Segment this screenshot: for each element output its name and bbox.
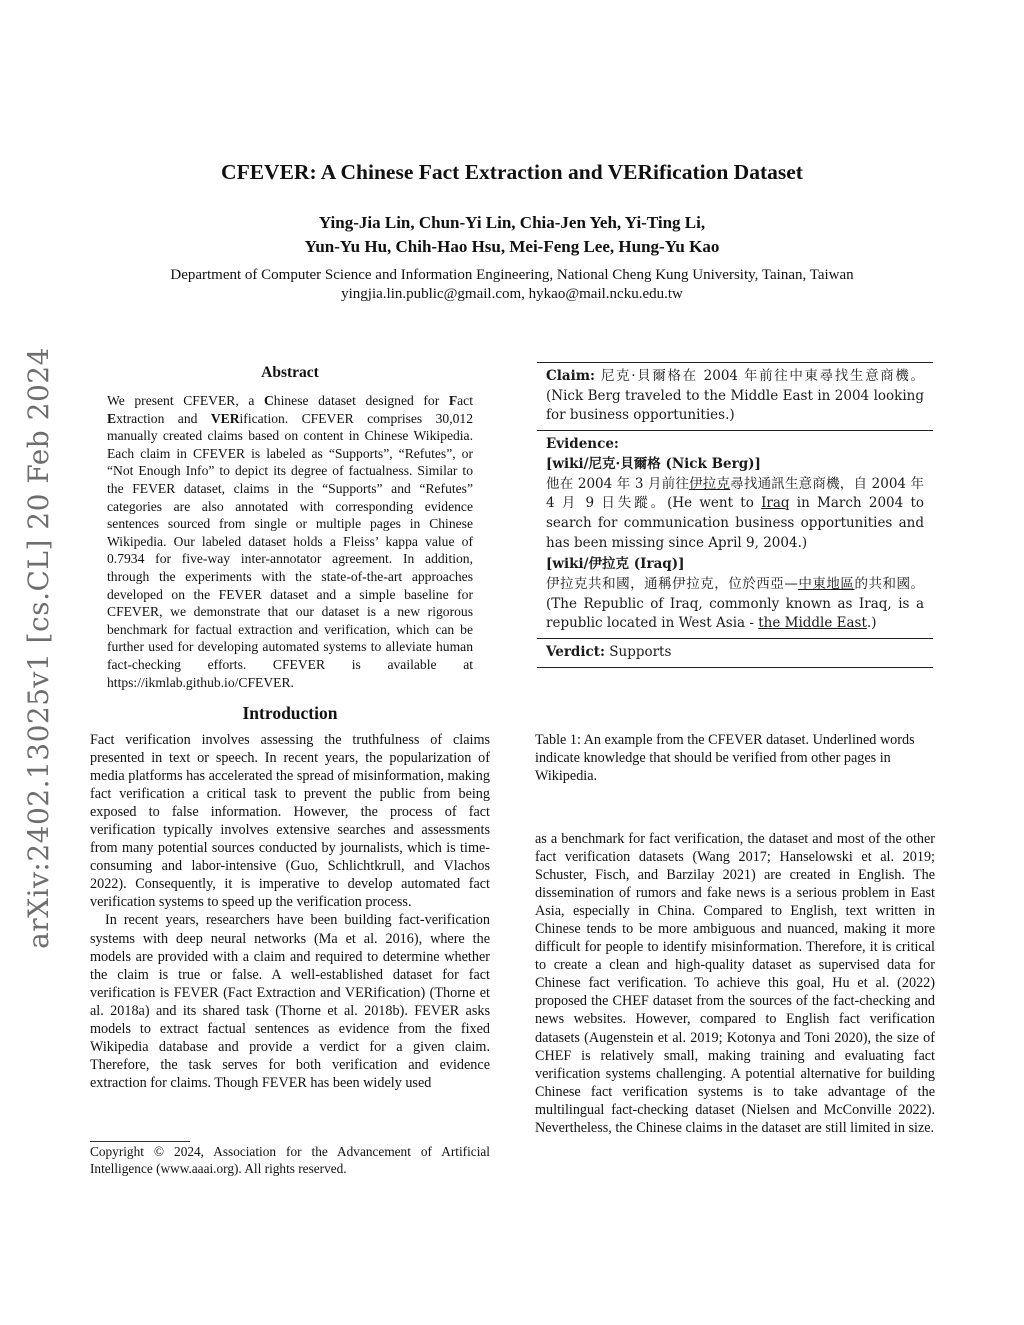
abstract-text-part: hinese dataset designed for	[273, 393, 449, 408]
underlined-entity: Iraq	[761, 495, 790, 512]
right-column-body	[535, 830, 935, 1137]
table-evidence-row	[537, 431, 933, 638]
abstract-text-part: ification. CFEVER comprises 30,012 manually created claims based on content in Chinese Wikipedia. Each claim in CFEVER is labeled as “Supports”, “Refutes”, or “Not Enough Info” to depict its degree of factualness. Similar to the FEVER dataset, claims in the “Supports” and “Refutes” categories are also annotated with corresponding evidence sentences sourced from single or multiple pages in Chinese Wikipedia. Our labeled dataset holds a Fleiss’ kappa value of 0.7934 for five-way inter-annotator agreement. In addition, through the experiments with the state-of-the-art approaches developed on the FEVER dataset and a simple baseline for CFEVER, we demonstrate that our dataset is a new rigorous benchmark for factual extraction and verification, which can be further used for developing automated systems to alleviate human fact-checking efforts. CFEVER is available at https://ikmlab.github.io/CFEVER.	[107, 410, 473, 690]
introduction-paragraph-1: Fact verification involves assessing the truthfulness of claims presented in text or speech. In recent years, the popularization of media platforms has accelerated the spread of misinformation, making fact verification a critical task to prevent the public from being exposed to false information. However, the process of fact verification typically involves extensive searches and assessments from many potential sources conducted by journalists, which is time-consuming and labor-intensive (Guo, Schlichtkrull, and Vlachos 2022). Consequently, it is imperative to develop automated fact verification systems to speed up the verification process.	[90, 732, 490, 911]
author-list-line-1: Ying-Jia Lin, Chun-Yi Lin, Chia-Jen Yeh, Yi-Ting Li,	[318, 213, 706, 232]
evidence-sentence-2	[546, 575, 924, 634]
table-caption: Table 1: An example from the CFEVER dataset. Underlined words indicate knowledge that should be verified from other pages in Wikipedia.	[535, 732, 915, 784]
claim-label: Claim:	[546, 368, 596, 384]
evidence-sentence-1	[546, 475, 924, 554]
contact-emails: yingjia.lin.public@gmail.com, hykao@mail.ncku.edu.tw	[341, 286, 683, 302]
evidence-text: in March 2004 to search for communication business opportunities and has been missing since April 9, 2004.)	[546, 495, 925, 551]
evidence-text: 的共和國。(The Republic of Iraq, commonly known as Iraq, is a republic located in West Asia -	[546, 576, 925, 632]
verdict-label: Verdict:	[546, 644, 605, 661]
author-list-line-2: Yun-Yu Hu, Chih-Hao Hsu, Mei-Feng Lee, Hung-Yu Kao	[304, 237, 720, 256]
evidence-text: 伊拉克共和國，通稱伊拉克，位於西亞—	[546, 576, 798, 593]
acronym-letter: F	[448, 393, 458, 408]
right-column-paragraph: as a benchmark for fact verification, the dataset and most of the other fact verification datasets (Wang 2017; Hanselowski et al. 2019; Schuster, Fisch, and Barzilay 2021) are created in English. The dissemination of rumors and fake news is a serious problem in East Asia, especially in China. Compared to English, text written in Chinese tends to be more ambiguous and nuanced, making it more difficult for people to identify misinformation. Therefore, it is critical to create a clean and high-quality dataset as supervised data for Chinese fact verification. To achieve this goal, Hu et al. (2022) proposed the CHEF dataset from the sources of the fact-checking and news websites. However, compared to English fact verification datasets (Augenstein et al. 2019; Kotonya and Toni 2020), the size of CHEF is relatively small, making training and evaluating fact verification systems challenging. A potential alternative for building Chinese fact verification systems is to take advantage of the multilingual fact-checking dataset (Nielsen and McConville 2022). Nevertheless, the Chinese claims in the dataset are still limited in size.	[535, 831, 935, 1136]
introduction-heading: Introduction	[242, 703, 338, 723]
underlined-entity: the Middle East	[758, 615, 867, 632]
introduction-body	[90, 731, 490, 1092]
copyright-footnote: Copyright © 2024, Association for the Advancement of Artificial Intelligence (www.aaai.org). All rights reserved.	[90, 1144, 490, 1176]
evidence-text: 他在 2004 年 3 月前往	[546, 475, 690, 492]
underlined-entity: 中東地區	[797, 576, 855, 593]
evidence-text: .)	[866, 615, 877, 632]
arxiv-identifier-stamp: arXiv:2402.13025v1 [cs.CL] 20 Feb 2024	[22, 347, 55, 949]
verdict-value: Supports	[609, 644, 672, 661]
evidence-text: 尋找通訊生意商機，自 2004 年 4 月 9 日失蹤。(He went to	[546, 475, 924, 512]
table-claim-row	[537, 363, 933, 430]
footnote-divider	[90, 1141, 190, 1142]
abstract-text-part: xtraction and	[116, 410, 211, 426]
abstract-heading: Abstract	[261, 364, 319, 381]
acronym-letter: E	[107, 410, 117, 426]
table-verdict-row	[537, 639, 933, 667]
acronym-letter: C	[263, 393, 274, 408]
abstract-text-part: act	[457, 393, 473, 408]
abstract-text	[107, 392, 473, 691]
evidence-label: Evidence:	[546, 436, 619, 453]
table-bottom-rule	[537, 667, 933, 668]
example-table	[537, 362, 933, 668]
abstract-text-part: We present CFEVER, a	[107, 393, 264, 408]
wiki-page-title-2: [wiki/伊拉克 (Iraq)]	[546, 556, 685, 573]
acronym-letter: VER	[210, 410, 240, 426]
claim-text: 尼克·貝爾格在 2004 年前往中東尋找生意商機。(Nick Berg traveled to the Middle East in 2004 looking for business opportunities.)	[546, 368, 924, 424]
underlined-entity: 伊拉克	[689, 475, 731, 492]
paper-title: CFEVER: A Chinese Fact Extraction and VERification Dataset	[221, 160, 803, 184]
affiliation: Department of Computer Science and Information Engineering, National Cheng Kung University, Tainan, Taiwan	[170, 267, 854, 283]
wiki-page-title-1: [wiki/尼克·貝爾格 (Nick Berg)]	[546, 455, 761, 472]
introduction-paragraph-2: In recent years, researchers have been building fact-verification systems with deep neural networks (Ma et al. 2016), where the models are provided with a claim and required to determine whether the claim is true or false. A well-established dataset for fact verification is FEVER (Fact Extraction and VERification) (Thorne et al. 2018a) and its shared task (Thorne et al. 2018b). FEVER asks models to extract factual sentences as evidence from the fixed Wikipedia database and provide a verdict for a given claim. Therefore, the task serves for both verification and evidence extraction for claims. Though FEVER has been widely used	[90, 912, 490, 1091]
